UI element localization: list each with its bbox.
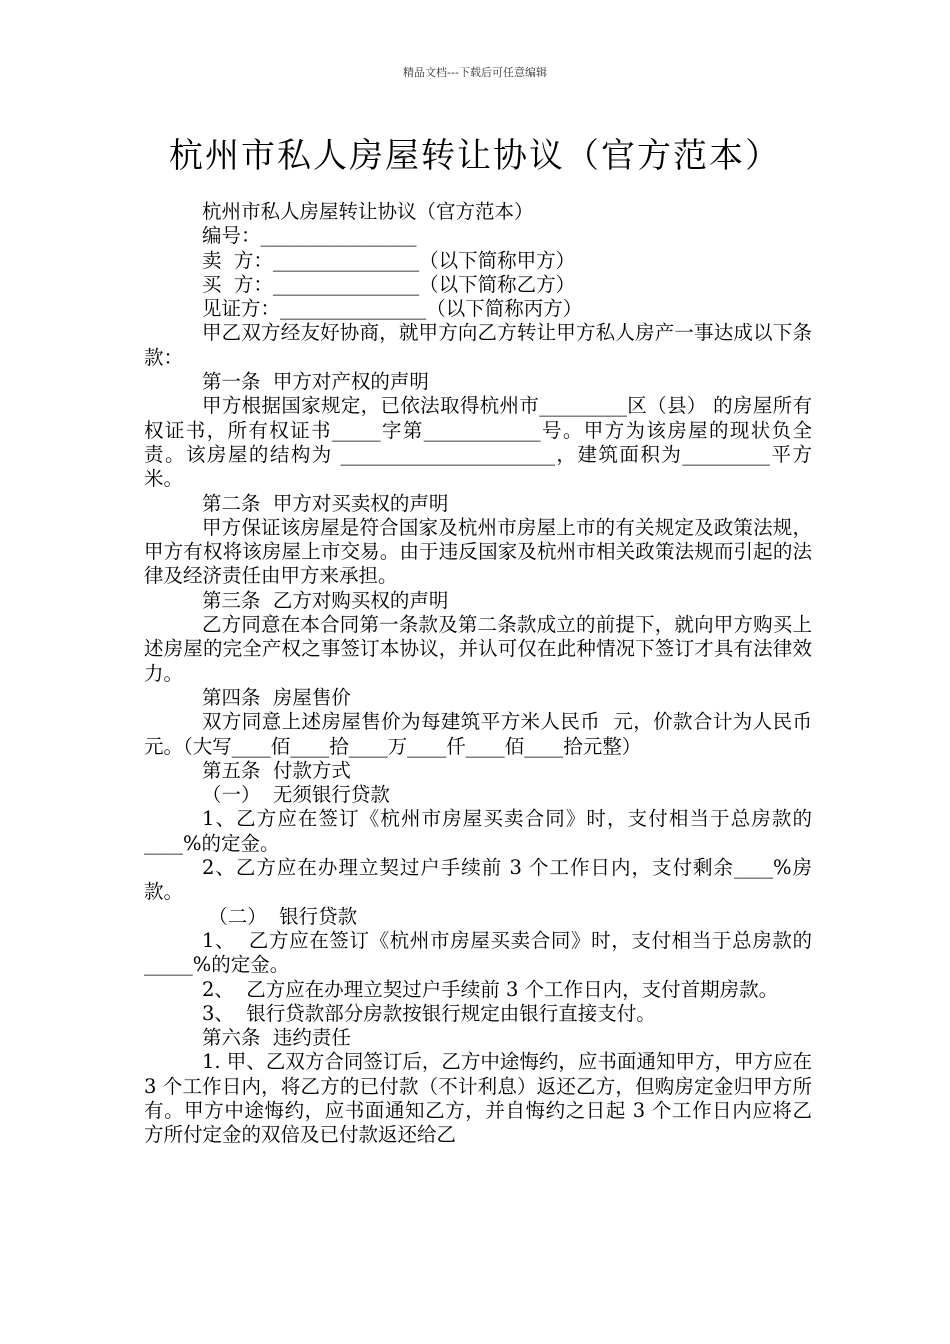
paragraph: 杭州市私人房屋转让协议（官方范本） [202,200,534,223]
paragraph: 第一条 甲方对产权的声明 [202,370,429,394]
paragraph: 编号：________________ [202,224,417,248]
paragraph: 乙方同意在本合同第一条款及第二条款成立的前提下，就向甲方购买上述房屋的完全产权之事签订本协议，并认可仅在此种情况下签订才具有法律效力。 [144,613,812,685]
paragraph: 甲乙双方经友好协商，就甲方向乙方转让甲方私人房产一事达成以下条款： [144,321,812,369]
paragraph: 1、乙方应在签订《杭州市房屋买卖合同》时，支付相当于总房款的____%的定金。 [144,807,812,855]
paragraph: 双方同意上述房屋售价为每建筑平方米人民币 元，价款合计为人民币 元。（大写____佰____拾____万____仟____佰____拾元整） [144,710,825,758]
paragraph: 买 方：_______________（以下简称乙方） [202,272,576,296]
paragraph: （二） 银行贷款 [202,904,358,928]
paragraph: 卖 方：_______________（以下简称甲方） [202,248,576,272]
paragraph: 甲方保证该房屋是符合国家及杭州市房屋上市的有关规定及政策法规，甲方有权将该房屋上市交易。由于违反国家及杭州市相关政策法规而引起的法律及经济责任由甲方来承担。 [144,515,812,588]
document-title: 杭州市私人房屋转让协议（官方范本） [169,136,781,176]
paragraph: 甲方根据国家规定，已依法取得杭州市_________区（县） 的房屋所有权证书，所有权证书_____字第____________号。甲方为该房屋的现状负全责。该房屋的结构为 ______________________，建筑面积为_________平方米。 [144,394,812,491]
page-header-note: 精品文档---下载后可任意编辑 [403,66,547,79]
paragraph: 2、乙方应在办理立契过户手续前 3 个工作日内，支付剩余____%房款。 [144,856,812,904]
paragraph: 2、 乙方应在办理立契过户手续前 3 个工作日内，支付首期房款。 [202,977,779,1001]
paragraph: （一） 无须银行贷款 [202,783,390,807]
paragraph: 第五条 付款方式 [202,758,351,782]
paragraph: 第二条 甲方对买卖权的声明 [202,491,449,515]
paragraph: 1、 乙方应在签订《杭州市房屋买卖合同》时，支付相当于总房款的_____%的定金。 [144,928,812,977]
paragraph: 第六条 违约责任 [202,1026,351,1050]
paragraph: 见证方：_______________（以下简称丙方） [202,297,583,321]
paragraph: 第三条 乙方对购买权的声明 [202,588,449,612]
document-body [144,200,825,1148]
paragraph: 3、 银行贷款部分房款按银行规定由银行直接支付。 [202,1001,656,1025]
paragraph: 第四条 房屋售价 [202,685,351,709]
paragraph: 1. 甲、乙双方合同签订后，乙方中途悔约，应书面通知甲方，甲方应在 3 个工作日内，将乙方的已付款（不计利息）返还乙方，但购房定金归甲方所有。甲方中途悔约，应书面通知乙方，并自悔约之日起 3 个工作日内应将乙方所付定金的双倍及已付款返还给乙 [144,1050,819,1147]
